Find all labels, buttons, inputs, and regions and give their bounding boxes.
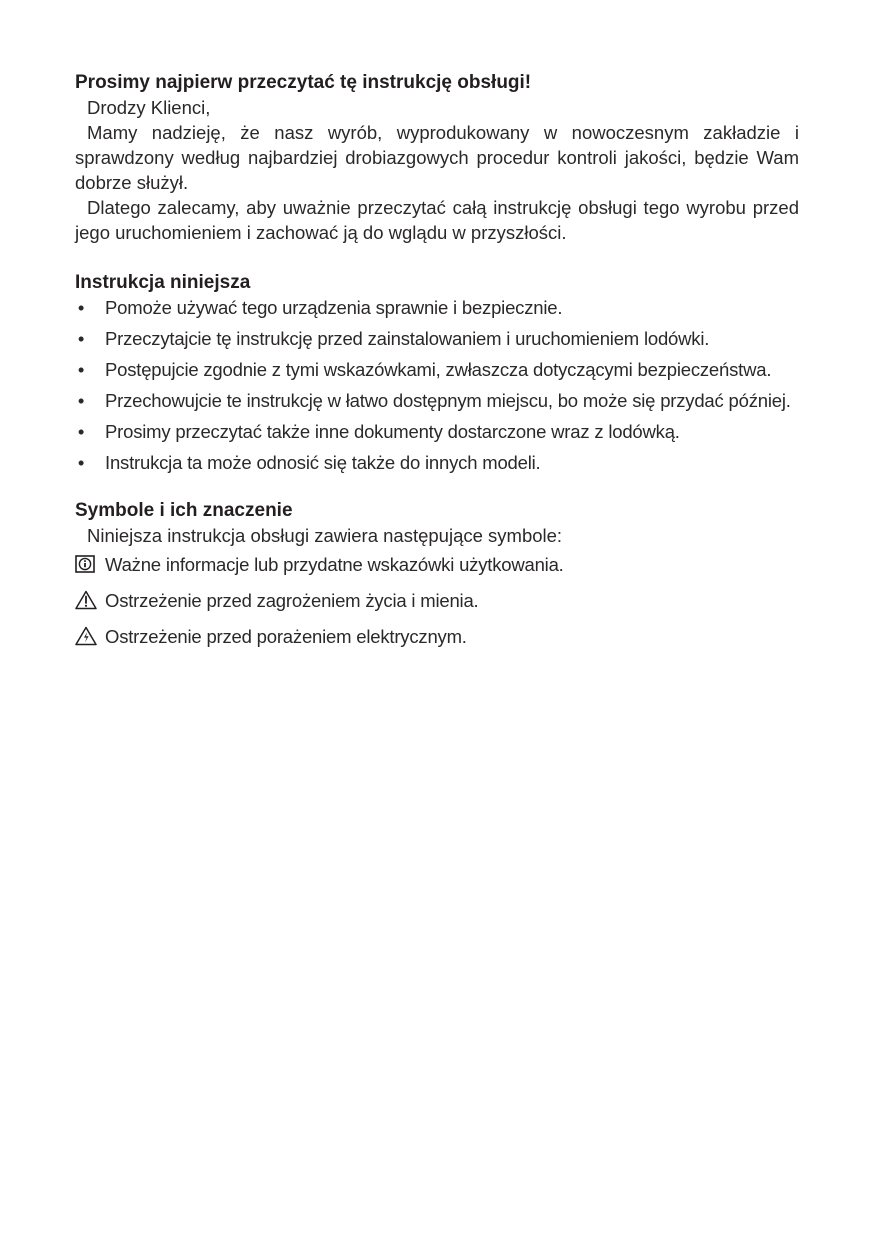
bullet-icon: •	[77, 421, 85, 442]
bullet-icon: •	[77, 359, 85, 380]
bullet-icon: •	[77, 390, 85, 411]
list-item-text: Prosimy przeczytać także inne dokumenty dostarczone wraz z lodówką.	[105, 421, 680, 442]
intro-heading: Prosimy najpierw przeczytać tę instrukcję obsługi!	[75, 72, 532, 93]
list-item	[75, 388, 799, 413]
symbol-list	[75, 552, 799, 649]
list-item	[75, 326, 799, 351]
list-item-text: Instrukcja ta może odnosić się także do innych modeli.	[105, 452, 541, 473]
symbol-item-text: Ostrzeżenie przed porażeniem elektrycznym.	[105, 626, 467, 647]
info-icon	[75, 554, 97, 574]
bullet-icon: •	[77, 297, 85, 318]
section-gap	[75, 481, 799, 498]
instrukcja-list	[75, 295, 799, 475]
instrukcja-heading: Instrukcja niniejsza	[75, 272, 251, 293]
symbol-item-text: Ważne informacje lub przydatne wskazówki użytkowania.	[105, 554, 564, 575]
list-item-text: Pomoże używać tego urządzenia sprawnie i bezpiecznie.	[105, 297, 563, 318]
document-page	[75, 70, 799, 660]
list-item-text: Postępujcie zgodnie z tymi wskazówkami, zwłaszcza dotyczącymi bezpieczeństwa.	[105, 359, 772, 380]
list-item-text: Przechowujcie te instrukcję w łatwo dostępnym miejscu, bo może się przydać później.	[105, 390, 791, 411]
list-item	[75, 419, 799, 444]
symbol-item-text: Ostrzeżenie przed zagrożeniem życia i mienia.	[105, 590, 479, 611]
warning-triangle-icon	[75, 590, 97, 610]
electric-shock-icon	[75, 626, 97, 646]
intro-paragraph-2: Dlatego zalecamy, aby uważnie przeczytać całą instrukcję obsługi tego wyrobu przed jego uruchomieniem i zachować ją do wglądu w przyszłości.	[75, 197, 799, 243]
symbol-item-warning	[75, 588, 799, 613]
bullet-icon: •	[77, 328, 85, 349]
intro-paragraph-1: Mamy nadzieję, że nasz wyrób, wyprodukowany w nowoczesnym zakładzie i sprawdzony według najbardziej drobiazgowych procedur kontroli jakości, będzie Wam dobrze służył.	[75, 122, 799, 193]
symbol-item-info	[75, 552, 799, 577]
greeting: Drodzy Klienci,	[87, 97, 211, 118]
symbole-intro: Niniejsza instrukcja obsługi zawiera następujące symbole:	[87, 525, 563, 546]
symbol-item-electric	[75, 624, 799, 649]
symbole-heading: Symbole i ich znaczenie	[75, 500, 293, 521]
list-item	[75, 295, 799, 320]
bullet-icon: •	[77, 452, 85, 473]
section-gap	[75, 245, 799, 270]
list-item-text: Przeczytajcie tę instrukcję przed zainstalowaniem i uruchomieniem lodówki.	[105, 328, 710, 349]
list-item	[75, 450, 799, 475]
list-item	[75, 357, 799, 382]
